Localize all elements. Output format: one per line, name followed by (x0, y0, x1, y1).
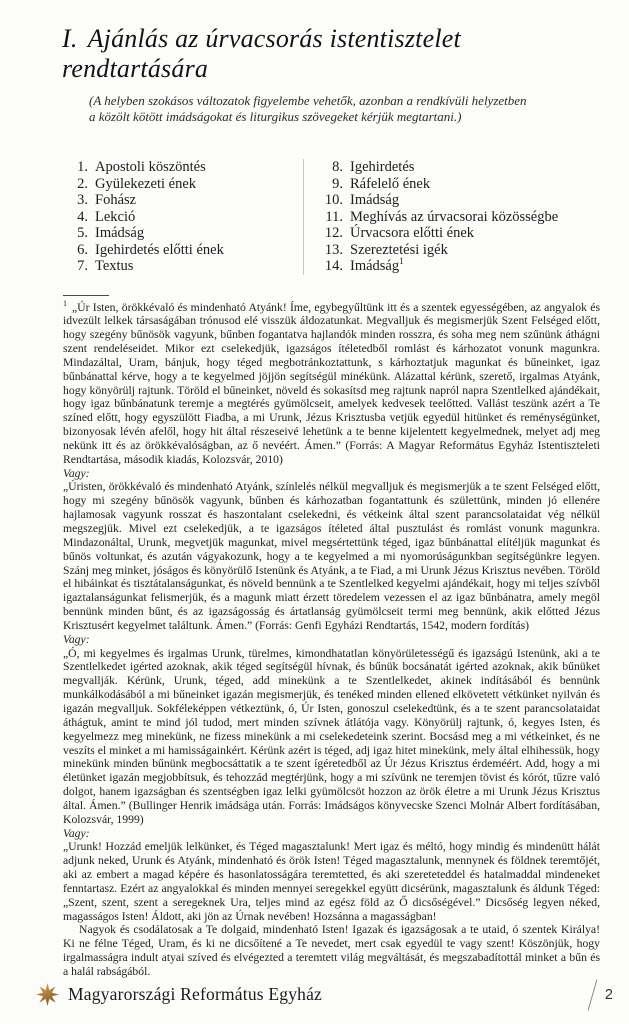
order-item-label: Fohász (95, 192, 137, 208)
page-number: 2 (604, 986, 613, 1003)
order-list-item (62, 225, 303, 242)
order-list-item (317, 242, 601, 259)
page-number-block (592, 979, 613, 1011)
order-item-label: Igehirdetés előtti ének (95, 241, 224, 258)
order-list-right-column (303, 159, 601, 275)
order-item-number: 7. (77, 258, 88, 274)
order-item-number: 12. (324, 225, 343, 241)
order-list-item (62, 209, 303, 226)
order-list-item (317, 209, 601, 226)
order-list-item (317, 225, 601, 242)
footnote-alt-label: Vagy: (63, 632, 90, 646)
order-item-number: 13. (324, 241, 343, 258)
page-title (62, 24, 601, 84)
order-item-number: 9. (332, 175, 343, 192)
order-item-label: Ráfelelő ének (350, 175, 431, 192)
footnote-alt-label: Vagy: (63, 466, 90, 480)
order-item-number: 1. (77, 159, 88, 175)
order-list-item (317, 159, 601, 176)
order-item-label: Apostoli köszöntés (95, 159, 206, 175)
page-subtitle-line1: (A helyben szokásos változatok figyelembe vehetők, azonban a rendkívüli helyzetben (89, 93, 527, 108)
order-list-item (62, 159, 303, 176)
page-subtitle-line2: a közölt kötött imádságokat és liturgikus szövegeket kérjük megtartani.) (89, 109, 462, 124)
order-item-number: 8. (332, 159, 343, 175)
reformed-church-star-icon (36, 983, 59, 1006)
document-header (62, 24, 601, 125)
order-item-number: 4. (77, 208, 88, 225)
page-footer (0, 979, 629, 1024)
order-item-number: 2. (77, 175, 88, 192)
order-item-number: 5. (77, 225, 88, 241)
section-numeral: I. (62, 24, 78, 53)
order-list-left-column (62, 159, 303, 275)
order-item-number: 10. (324, 192, 343, 208)
order-item-label: Textus (95, 258, 134, 274)
page-title-text: Ajánlás az úrvacsorás istentisztelet rendtartására (62, 24, 461, 83)
footnote-paragraph: „Úristen, örökkévaló és mindenható Atyánk, színlelés nélkül megvalljuk és megismerjük a te szent Felséged előtt, hogy mi szegény bűnösök vagyunk, bűnben és kárhozatban fogantattunk és születtünk, minden jó ellenére hajlamosak vagyunk rosszat és haszontalant cselekedni, és vétkeink által szent parancsolataidat vég nélkül megszegjük. Mivel ezt cselekedjük, a te igazságos ítéleted által pusztulást és romlást vonunk magunkra. Mindazonáltal, Urunk, megvetjük magunkat, mivel megsértettünk téged, igaz bűnbánattal elítéljük magunkat és bűnös voltunkat, és azután vágyakozunk, hogy a te kegyelmed a mi nyomorúságunkban segítségünkre legyen. Szánj meg minket, jóságos és könyörülő Istenünk és Atyánk, a te Fiad, a mi Urunk Jézus Krisztus nevében. Töröld el hibáinkat és tisztátalanságunkat, és növeld bennünk a te Szentlelked kegyelmi ajándékait, hogy mi teljes szívből igaztalanságunkat felismerjük, és a magunk miatt érzett töredelem vezessen el az igaz bűnbánatra, amely megöl bennünk minden bűnt, és az igazságosság és ártatlanság gyümölcseit termi meg bennünk, akik előtted Jézus Krisztusért kegyelmet találtunk. Ámen.” (Forrás: Genfi Egyházi Rendtartás, 1542, modern fordítás) (63, 480, 600, 632)
footnote-paragraph: Nagyok és csodálatosak a Te dolgaid, mindenható Isten! Igazak és igazságosak a te utaid, ó szentek Királya! Ki ne félne Téged, Uram, és ki ne dicsőítené a Te nevedet, mert csak egyedül te vagy szent! Köszönjük, hogy irgalmasságra indult atyai szíved és elvégezted a teremtett világ megváltását, és megszabadítottál minket a bűn és a halál rabságából. (63, 923, 600, 978)
page-subtitle (89, 93, 601, 125)
order-item-label: Imádság (350, 192, 400, 208)
order-item-label: Szereztetési igék (350, 241, 448, 258)
organization-name: Magyarországi Református Egyház (68, 984, 323, 1005)
order-list-item (317, 258, 601, 275)
footnote-section (63, 295, 600, 979)
page-number-slash (588, 979, 598, 1010)
order-list-item (62, 192, 303, 209)
footnote-paragraph: $^1$ „Úr Isten, örökkévaló és mindenható Atyánk! Íme, egybegyűltünk itt és a szentek egyességében, az angyalok és idvezült lelkek társaságában trónusod elé visszük áldozatunkat. Megvalljuk és megismerjük Szent Felséged előtt, hogy szegény bűnösök vagyunk, bűnben fogantatva hajlandók minden rosszra, és soha meg nem szűnünk áthágni szent rendeléseidet. Mikor ezt cselekedjük, igazságos ítéletedből romlást és kárhozatot vonunk magunkra. Mindazáltal, Uram, bánjuk, hogy téged megbotránkoztattunk, s kárhoztatjuk magunkat és bűneinket, igaz bűnbánattal kérve, hogy a te kegyelmed jöjjön segítségül minékünk. Alázattal kérünk, szerető, irgalmas Atyánk, hogy könyörülj rajtunk. Töröld el bűneinket, növeld és sokasítsd meg rajtunk napról napra Szentlelked ajándékait, hogy igaz bűnbánatunk teremje a megtérés gyümölcseit, amelyek kedvesek teelőtted. Vallást teszünk azért a Te színed előtt, hogy egyszülött Fiadba, a mi Urunk, Jézus Krisztusba vetjük egyedül hitünket és reménységünket, bizonyosak lévén afelől, hogy hit által részeseivé lehetünk a te benne kijelentett kegyelmednek, melyet adj meg nekünk itt és az örökkévalóságban, az ő nevéért. Ámen.” (Forrás: A Magyar Református Egyház Istentiszteleti Rendtartása, második kiadás, Kolozsvár, 2010) (63, 298, 600, 466)
order-list-item (62, 176, 303, 193)
order-item-number: 11. (325, 208, 343, 225)
order-list-item (62, 242, 303, 259)
order-item-label: Imádság (95, 225, 145, 241)
footnote-reference-marker: 1 (399, 256, 404, 267)
order-item-number: 3. (77, 192, 88, 208)
order-item-number: 6. (77, 241, 88, 258)
footnote-body (63, 298, 600, 979)
footnote-paragraph: „Urunk! Hozzád emeljük lelkünket, és Téged magasztalunk! Mert igaz és méltó, hogy mindig és mindenütt hálát adjunk neked, Urunk és Atyánk, mindenható és örök Isten! Téged magasztalunk, mennynek és földnek teremtőjét, aki az embert a magad képére és hasonlatosságára teremtetted, és aki szereteteddel és hatalmaddal mindeneket fenntartasz. Ezért az angyalokkal és minden mennyei seregekkel együtt dicsérünk, magasztalunk és áldunk Téged: „Szent, szent, szent a seregeknek Ura, teljes mind az egész föld az Ő dicsőségével.” Dicsőség legyen néked, magasságos Isten! Áldott, aki jön az Úrnak nevében! Hozsánna a magasságban! (63, 840, 600, 923)
liturgy-order-list (62, 159, 601, 275)
order-item-label: Úrvacsora előtti ének (350, 225, 475, 241)
footnote-separator-rule (63, 295, 109, 296)
footnote-paragraph: „Ó, mi kegyelmes és irgalmas Urunk, türelmes, kimondhatatlan könyörületességű és igazságú Istenünk, aki a te Szentlelkedet igérted azoknak, akik téged segítségül hívnak, és bűnük bocsánatát igérted azoknak, akik bűnüket megvallják. Kérünk, Urunk, téged, add minekünk a te Szentlelkedet, akinek indításából és bennünk munkálkodásából a mi bűneinket igazán megismerjük, és tenéked minden ellened elkövetett vétkünket nyilván és igazán megvalljuk. Sokféleképpen vétkeztünk, ó, Úr Isten, gonoszul cselekedtünk, és a te szent parancsolataidat áthágtuk, amint te mind jól tudod, mert minden szívnek átlátója vagy. Könyörülj rajtunk, ó, kegyes Isten, és kegyelmezz meg minekünk, ne fizess minekünk a mi cselekedeteink szerint. Bocsásd meg a mi vétkeinket, és ne veszíts el minket a mi hamisságainkért. Kérünk azért is téged, adj igaz hitet minekünk, mely által elhihessük, hogy minekünk minden bűnünk megbocsáttatik a te szent ígéretedből az Úr Jézus Krisztus érdeméért. Add, hogy a mi életünket igazán megjobbítsuk, és tehozzád megtérjünk, hogy a mi szívünk ne teremjen tövist és kórót, tűzre való dolgot, hanem igazságban és szentségben igaz lelki gyümölcsöt hozzon az örök életre a mi Urunk Jézus Krisztus által. Ámen.” (Bullinger Henrik imádsága után. Forrás: Imádságos könyvecske Szenci Molnár Albert fordításában, Kolozsvár, 1999) (63, 646, 600, 826)
order-item-label: Lekció (95, 208, 136, 225)
order-list-item (317, 176, 601, 193)
order-item-label: Imádság (350, 258, 400, 274)
footnote-marker: 1 (63, 298, 67, 308)
order-list-item (62, 258, 303, 275)
order-list-item (317, 192, 601, 209)
order-item-label: Igehirdetés (350, 159, 415, 175)
footnote-alt-label: Vagy: (63, 826, 90, 840)
order-item-label: Gyülekezeti ének (95, 175, 197, 192)
order-item-number: 14. (324, 258, 343, 274)
order-item-label: Meghívás az úrvacsorai közösségbe (350, 208, 559, 225)
